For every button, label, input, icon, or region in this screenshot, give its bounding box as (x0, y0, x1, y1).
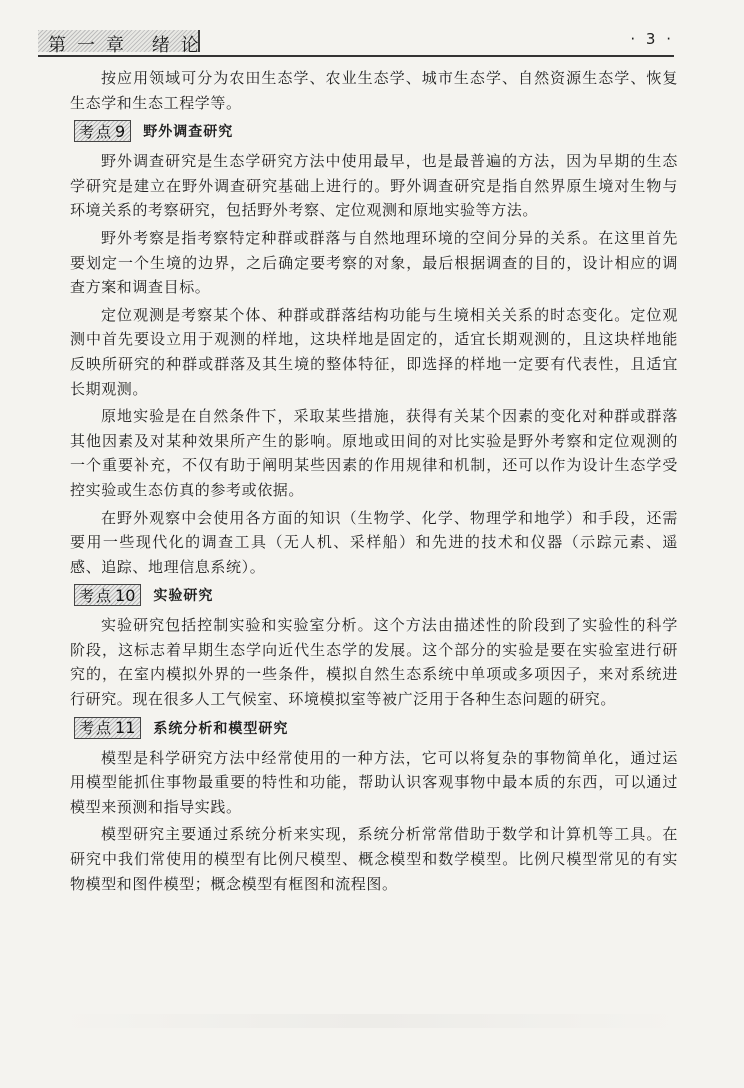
kaodian-tag (74, 584, 141, 606)
kaodian-label: 考点 (79, 122, 114, 141)
kaodian-tag (74, 717, 141, 739)
kaodian-label: 考点 (79, 719, 114, 738)
kaodian-number: 11 (115, 718, 136, 738)
kaodian-number: 10 (115, 585, 136, 605)
paragraph: 模型研究主要通过系统分析来实现，系统分析常常借助于数学和计算机等工具。在研究中我们常使用的模型有比例尺模型、概念模型和数学模型。比例尺模型常见的有实物模型和图件模型；概念模型有框图和流程图。 (70, 825, 678, 893)
section-title: 实验研究 (153, 588, 214, 605)
paragraph: 野外考察是指考察特定种群或群落与自然地理环境的空间分异的关系。在这里首先要划定一个生境的边界，之后确定要考察的对象，最后根据调查的目的，设计相应的调查方案和调查目标。 (70, 228, 678, 297)
section-heading-10 (74, 583, 678, 607)
page-body (70, 66, 678, 899)
bleed-through-shadow (60, 1014, 680, 1028)
kaodian-label: 考点 (79, 586, 114, 605)
paragraph: 模型是科学研究方法中经常使用的一种方法，它可以将复杂的事物简单化，通过运用模型能抓住事物最重要的特性和功能，帮助认识客观事物中最本质的东西，可以通过模型来预测和指导实践。 (70, 748, 678, 816)
paragraph: 在野外观察中会使用各方面的知识（生物学、化学、物理学和地学）和手段，还需要用一些现代化的调查工具（无人机、采样船）和先进的技术和仪器（示踪元素、遥感、追踪、地理信息系统）。 (70, 508, 678, 576)
page-header (38, 30, 674, 56)
paragraph: 实验研究包括控制实验和实验室分析。这个方法由描述性的阶段到了实验性的科学阶段，这标志着早期生态学向近代生态学的发展。这个部分的实验是要在实验室进行研究的，在室内模拟外界的一些条件，模拟自然生态系统中单项或多项因子，来对系统进行研究。现在很多人工气候室、环境模拟室等被广泛用于各种生态问题的研究。 (70, 616, 678, 709)
page-number: · 3 · (630, 30, 674, 48)
chapter-banner (38, 30, 210, 56)
paragraph: 野外调查研究是生态学研究方法中使用最早，也是最普遍的方法，因为早期的生态学研究是建立在野外调查研究基础上进行的。野外调查研究是指自然界原生境对生物与环境关系的考察研究，包括野外考察、定位观测和原地实验等方法。 (70, 152, 678, 220)
intro-paragraph: 按应用领域可分为农田生态学、农业生态学、城市生态学、自然资源生态学、恢复生态学和生态工程学等。 (70, 69, 678, 112)
section-title: 野外调查研究 (143, 124, 234, 141)
kaodian-tag (74, 120, 131, 142)
kaodian-number: 9 (115, 121, 126, 141)
section-heading-9 (74, 119, 678, 143)
chapter-title: 第一章 绪论 (48, 35, 210, 56)
paragraph: 原地实验是在自然条件下，采取某些措施，获得有关某个因素的变化对种群或群落其他因素及对某种效果所产生的影响。原地或田间的对比实验是野外考察和定位观测的一个重要补充，不仅有助于阐明某些因素的作用规律和机制，还可以作为设计生态学受控实验或生态仿真的参考或依据。 (70, 407, 678, 499)
paragraph: 定位观测是考察某个体、种群或群落结构功能与生境相关关系的时态变化。定位观测中首先要设立用于观测的样地，这块样地是固定的，适宜长期观测的，且这块样地能反映所研究的种群或群落及其生境的整体特征，即选择的样地一定要有代表性，且适宜长期观测。 (70, 305, 678, 398)
section-title: 系统分析和模型研究 (153, 720, 289, 737)
section-heading-11 (74, 716, 678, 740)
header-divider (38, 55, 674, 57)
